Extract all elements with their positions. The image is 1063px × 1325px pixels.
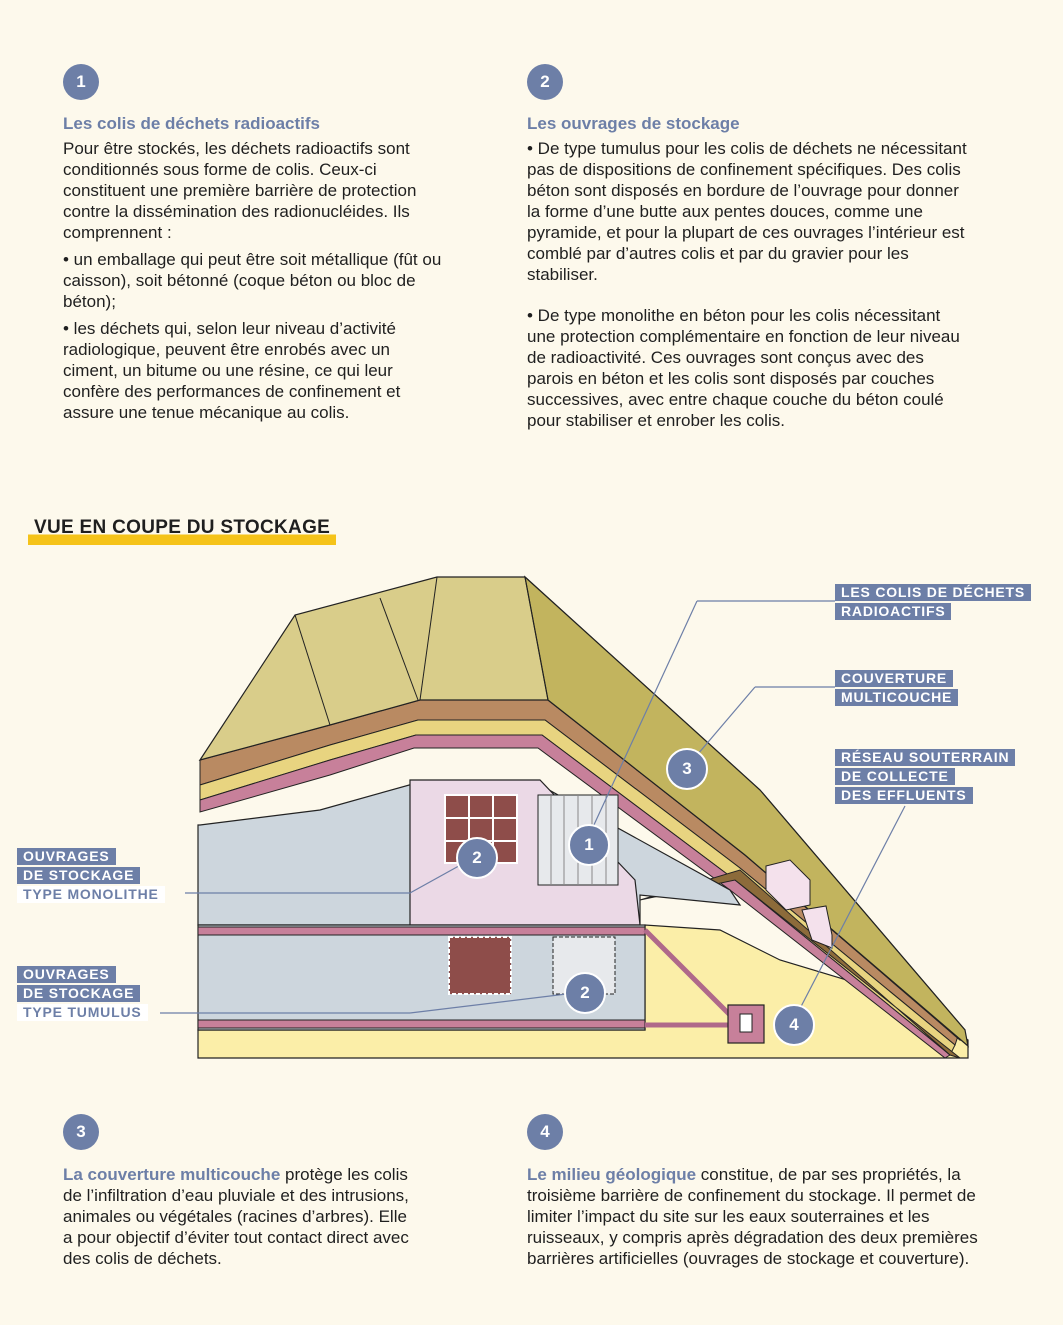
callout-4: 4 bbox=[773, 1004, 815, 1046]
label-monolithe: OUVRAGES DE STOCKAGE TYPE MONOLITHE bbox=[17, 848, 165, 905]
number-badge: 1 bbox=[63, 64, 99, 100]
number-badge: 2 bbox=[527, 64, 563, 100]
block-lead: La couverture multicouche bbox=[63, 1165, 281, 1184]
block-text bbox=[63, 1164, 418, 1269]
callout-2-monolithe: 2 bbox=[456, 837, 498, 879]
number-badge: 3 bbox=[63, 1114, 99, 1150]
label-colis: LES COLIS DE DÉCHETS RADIOACTIFS bbox=[835, 584, 1031, 622]
pink-slab bbox=[198, 927, 645, 935]
label-couverture: COUVERTURE MULTICOUCHE bbox=[835, 670, 958, 708]
block-body: protège les colis de l’infiltration d’eau pluviale et des intrusions, animales ou végétales (racines d’arbres). Elle a pour objectif d’éviter tout contact direct avec des colis de déchets. bbox=[63, 1165, 409, 1268]
block-bullet: • un emballage qui peut être soit métallique (fût ou caisson), soit bétonné (coque béton ou bloc de béton); bbox=[63, 250, 442, 311]
block-text bbox=[527, 1164, 987, 1269]
label-tumulus: OUVRAGES DE STOCKAGE TYPE TUMULUS bbox=[17, 966, 148, 1023]
block-paragraph: • De type monolithe en béton pour les colis nécessitant une protection complémentaire en fonction de leur niveau de radioactivité. Ces ouvrages sont conçus avec des parois en béton et les colis sont disposés par couches successives, avec entre chaque couche du béton coulé pour stabiliser et enrober les colis. bbox=[527, 306, 960, 430]
block-body: constitue, de par ses propriétés, la troisième barrière de confinement du stockage. Il permet de limiter l’impact du site sur les eaux souterraines et les ruisseaux, y compris après dégradation des deux premières barrières artificielles (ouvrages de stockage et couverture). bbox=[527, 1165, 978, 1268]
block-couverture bbox=[63, 1114, 418, 1275]
block-title: Les colis de déchets radioactifs bbox=[63, 114, 320, 133]
section-title: VUE EN COUPE DU STOCKAGE bbox=[28, 515, 336, 545]
callout-1: 1 bbox=[568, 824, 610, 866]
pink-slab bbox=[198, 1020, 645, 1028]
block-geologique bbox=[527, 1114, 987, 1275]
block-bullet: • les déchets qui, selon leur niveau d’activité radiologique, peuvent être enrobés avec un ciment, un bitume ou une résine, ce qui leur confère des performances de confinement et assure une tenue mécanique au colis. bbox=[63, 319, 401, 422]
callout-2-tumulus: 2 bbox=[564, 972, 606, 1014]
block-intro: Pour être stockés, les déchets radioactifs sont conditionnés sous forme de colis. Ceux-ci constituent une première barrière de protection contre la dissémination des radionucléides. Ils comprennent : bbox=[63, 139, 417, 242]
tumulus-cells bbox=[449, 937, 511, 994]
block-lead: Le milieu géologique bbox=[527, 1165, 697, 1184]
number-badge: 4 bbox=[527, 1114, 563, 1150]
block-title: Les ouvrages de stockage bbox=[527, 114, 740, 133]
callout-3: 3 bbox=[666, 748, 708, 790]
block-paragraph: • De type tumulus pour les colis de déchets ne nécessitant pas de dispositions de confinement spécifiques. Des colis béton sont disposés en bordure de l’ouvrage pour donner la forme d’une butte aux pentes douces, comme une pyramide, et pour la plupart de ces ouvrages l’intérieur est comblé par d’autres colis et par du gravier pour les stabiliser. bbox=[527, 139, 967, 284]
label-reseau: RÉSEAU SOUTERRAIN DE COLLECTE DES EFFLUENTS bbox=[835, 749, 1015, 806]
